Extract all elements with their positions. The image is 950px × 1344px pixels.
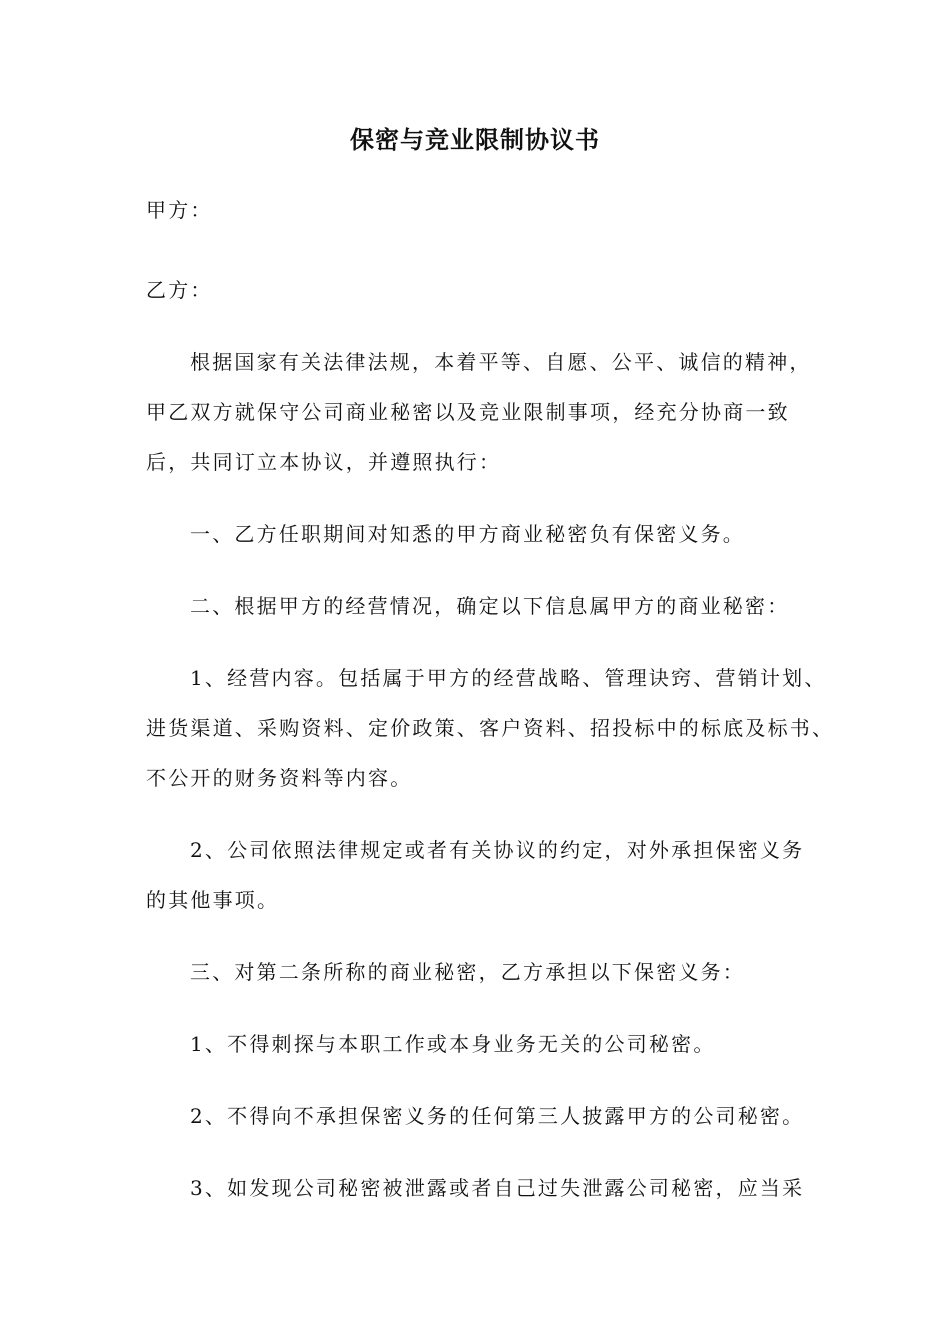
clause-2-item-1-line-1: 1、经营内容。包括属于甲方的经营战略、管理诀窍、营销计划、 bbox=[190, 666, 827, 690]
clause-2-item-1-line-2: 进货渠道、采购资料、定价政策、客户资料、招投标中的标底及标书、 bbox=[146, 716, 835, 740]
clause-2-item-1-line-3: 不公开的财务资料等内容。 bbox=[146, 766, 413, 790]
preamble-line-1: 根据国家有关法律法规，本着平等、自愿、公平、诚信的精神， bbox=[190, 350, 812, 374]
clause-2: 二、根据甲方的经营情况，确定以下信息属甲方的商业秘密： bbox=[190, 594, 790, 618]
clause-2-item-2-line-2: 的其他事项。 bbox=[146, 888, 280, 912]
clause-3-item-3: 3、如发现公司秘密被泄露或者自己过失泄露公司秘密，应当采 bbox=[190, 1176, 805, 1200]
preamble-line-2: 甲乙双方就保守公司商业秘密以及竞业限制事项，经充分协商一致 bbox=[146, 400, 790, 424]
party-b-label: 乙方： bbox=[146, 278, 213, 302]
clause-3-item-1: 1、不得刺探与本职工作或本身业务无关的公司秘密。 bbox=[190, 1032, 716, 1056]
document-title: 保密与竞业限制协议书 bbox=[350, 126, 600, 154]
clause-3-item-2: 2、不得向不承担保密义务的任何第三人披露甲方的公司秘密。 bbox=[190, 1104, 805, 1128]
clause-1: 一、乙方任职期间对知悉的甲方商业秘密负有保密义务。 bbox=[190, 522, 745, 546]
clause-3: 三、对第二条所称的商业秘密，乙方承担以下保密义务： bbox=[190, 960, 745, 984]
preamble-line-3: 后，共同订立本协议，并遵照执行： bbox=[146, 450, 502, 474]
party-a-label: 甲方： bbox=[146, 198, 213, 222]
clause-2-item-2-line-1: 2、公司依照法律规定或者有关协议的约定，对外承担保密义务 bbox=[190, 838, 805, 862]
